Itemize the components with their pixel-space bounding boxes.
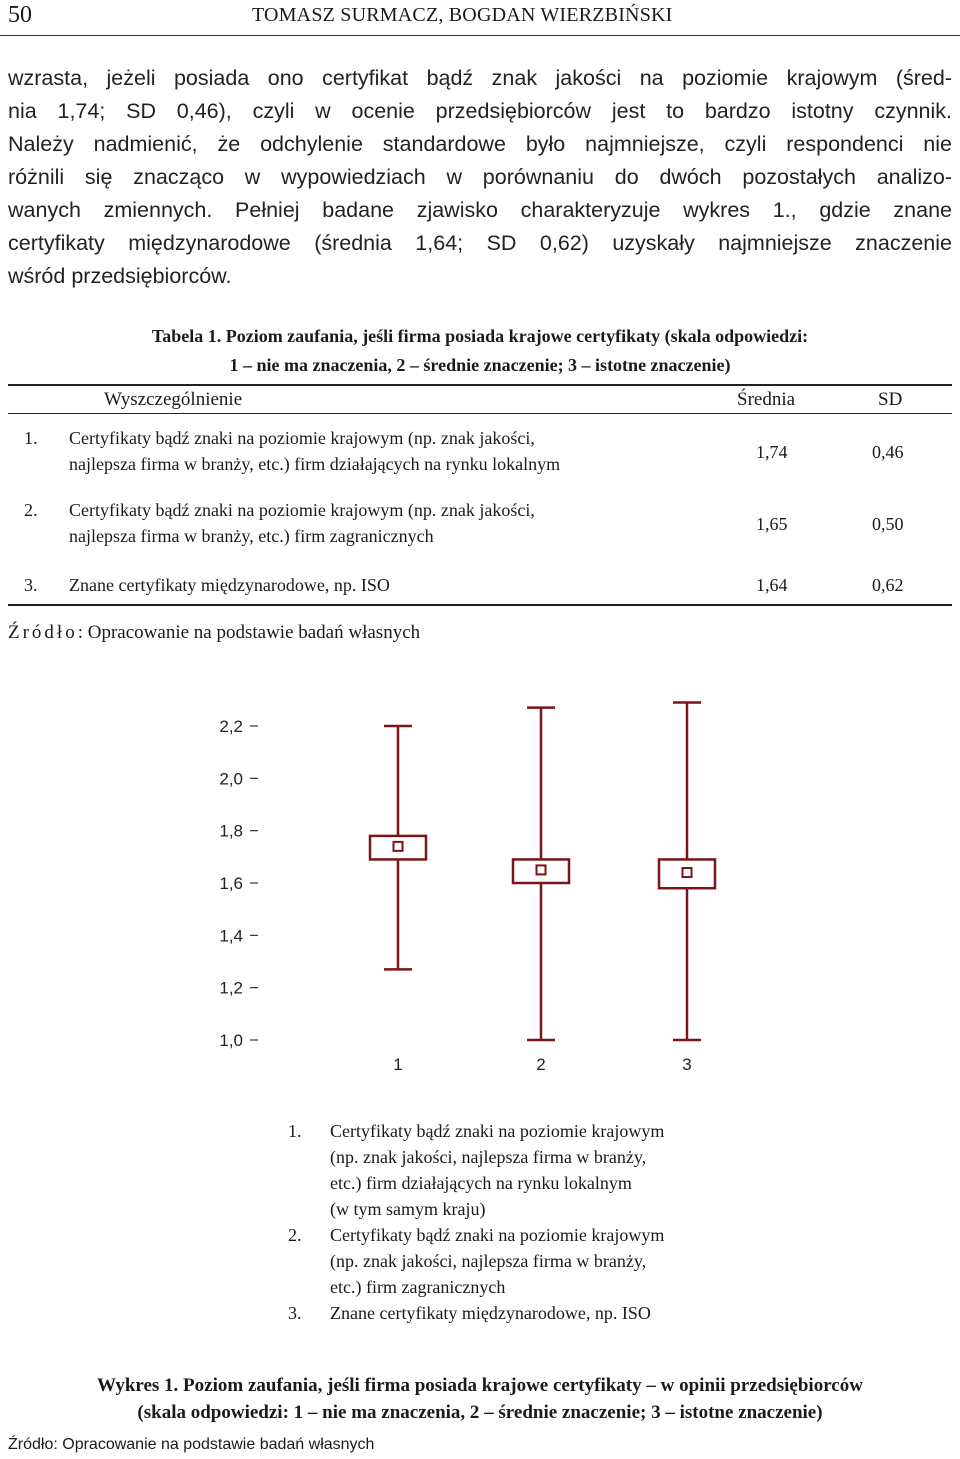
table-row-label [69, 497, 729, 549]
legend-text-line: etc.) firm zagranicznych [330, 1277, 506, 1297]
mean-marker [394, 842, 403, 851]
table-cell-sd: 0,50 [872, 514, 904, 534]
legend-text-line: Znane certyfikaty międzynarodowe, np. ISO [330, 1303, 651, 1323]
body-line: różnili się znacząco w wypowiedziach w porównaniu do dwóch pozostałych analizo- [8, 165, 952, 189]
body-line: nia 1,74; SD 0,46), czyli w ocenie przedsiębiorców jest to bardzo istotny czynnik. [8, 99, 952, 123]
table-caption-line1: Poziom zaufania, jeśli firma posiada krajowe certyfikaty (skala odpowiedzi: [225, 326, 809, 346]
table-cell-mean: 1,65 [756, 514, 788, 534]
body-line: certyfikaty międzynarodowe (średnia 1,64; SD 0,62) uzyskały najmniejsze znaczenie [8, 231, 952, 255]
legend-text-line: (np. znak jakości, najlepsza firma w branży, [330, 1147, 647, 1167]
y-tick-label: 1,8 [219, 821, 243, 841]
table-source [8, 622, 420, 644]
x-category-label: 1 [393, 1055, 403, 1074]
y-tick-label: 2,2 [219, 717, 243, 736]
legend-text-line: Certyfikaty bądź znaki na poziomie krajowym [330, 1121, 665, 1141]
body-line: wzrasta, jeżeli posiada ono certyfikat bądź znak jakości na poziomie krajowym (śred- [8, 66, 952, 90]
page-number: 50 [8, 2, 32, 28]
figure-caption [10, 1372, 950, 1426]
legend-item [288, 1118, 808, 1222]
table-header-sd: SD [878, 389, 903, 410]
mean-marker [537, 865, 546, 874]
table-row-label-line: najlepsza firma w branży, etc.) firm zagranicznych [69, 526, 434, 546]
legend-number: 2. [288, 1225, 302, 1245]
y-tick-label: 1,6 [219, 874, 243, 893]
body-line: Należy nadmienić, że odchylenie standardowe było najmniejsze, czyli respondenci nie [8, 132, 952, 156]
table-row-number: 3. [24, 575, 38, 595]
table-caption-line2: 1 – nie ma znaczenia, 2 – średnie znaczenie; 3 – istotne znaczenie) [229, 355, 731, 375]
boxplot-chart [0, 690, 960, 1090]
table-caption-label: Tabela 1. [151, 326, 222, 346]
table-header-rule [8, 413, 952, 414]
y-tick-label: 2,0 [219, 769, 243, 789]
mean-marker [683, 868, 692, 877]
figure-source: Źródło: Opracowanie na podstawie badań własnych [8, 1436, 375, 1453]
body-paragraph [8, 62, 952, 293]
x-category-label: 2 [536, 1055, 546, 1074]
y-tick-label: 1,0 [219, 1031, 243, 1050]
table-row-label-line: Certyfikaty bądź znaki na poziomie krajowym (np. znak jakości, [69, 500, 535, 520]
table-cell-mean: 1,64 [756, 575, 788, 595]
y-tick-label: 1,2 [219, 978, 243, 998]
legend-text-line: (w tym samym kraju) [330, 1199, 486, 1219]
body-line: wanych zmiennych. Pełniej badane zjawisko charakteryzuje wykres 1., gdzie znane [8, 198, 952, 222]
table-row-label-line: Certyfikaty bądź znaki na poziomie krajowym (np. znak jakości, [69, 428, 535, 448]
table-source-label: Źródło [8, 622, 78, 643]
legend-text-line: etc.) firm działających na rynku lokalnym [330, 1173, 632, 1193]
table-row-number: 2. [24, 500, 38, 520]
table-cell-sd: 0,62 [872, 575, 904, 595]
table-row-number: 1. [24, 428, 38, 448]
table-cell-sd: 0,46 [872, 442, 904, 462]
table-row-label-line: najlepsza firma w branży, etc.) firm działających na rynku lokalnym [69, 454, 561, 474]
y-tick-label: 1,4 [219, 926, 243, 946]
legend-text-line: Certyfikaty bądź znaki na poziomie krajowym [330, 1225, 665, 1245]
header-rule [0, 35, 960, 36]
table-bottom-rule [8, 604, 952, 606]
chart-legend [288, 1118, 808, 1326]
table-header-item: Wyszczególnienie [104, 389, 243, 410]
figure-caption-line2: (skala odpowiedzi: 1 – nie ma znaczenia, 2 – średnie znaczenie; 3 – istotne znaczenie) [137, 1402, 823, 1423]
table-caption [40, 322, 920, 380]
legend-number: 1. [288, 1121, 302, 1141]
table-source-text: : Opracowanie na podstawie badań własnych [77, 622, 421, 643]
table-row-label: Znane certyfikaty międzynarodowe, np. ISO [69, 575, 390, 595]
legend-item [288, 1222, 808, 1300]
figure-caption-line1: Wykres 1. Poziom zaufania, jeśli firma posiada krajowe certyfikaty – w opinii przedsiębiorców [97, 1375, 863, 1396]
table-top-rule [8, 384, 952, 386]
x-category-label: 3 [682, 1055, 692, 1074]
table-header-mean: Średnia [737, 389, 796, 410]
legend-text-line: (np. znak jakości, najlepsza firma w branży, [330, 1251, 647, 1271]
running-header-authors: TOMASZ SURMACZ, BOGDAN WIERZBIŃSKI [252, 4, 673, 26]
body-line: wśród przedsiębiorców. [8, 264, 232, 288]
table-row-label [69, 425, 729, 477]
legend-item [288, 1300, 808, 1326]
legend-number: 3. [288, 1303, 302, 1323]
table-cell-mean: 1,74 [756, 442, 788, 462]
